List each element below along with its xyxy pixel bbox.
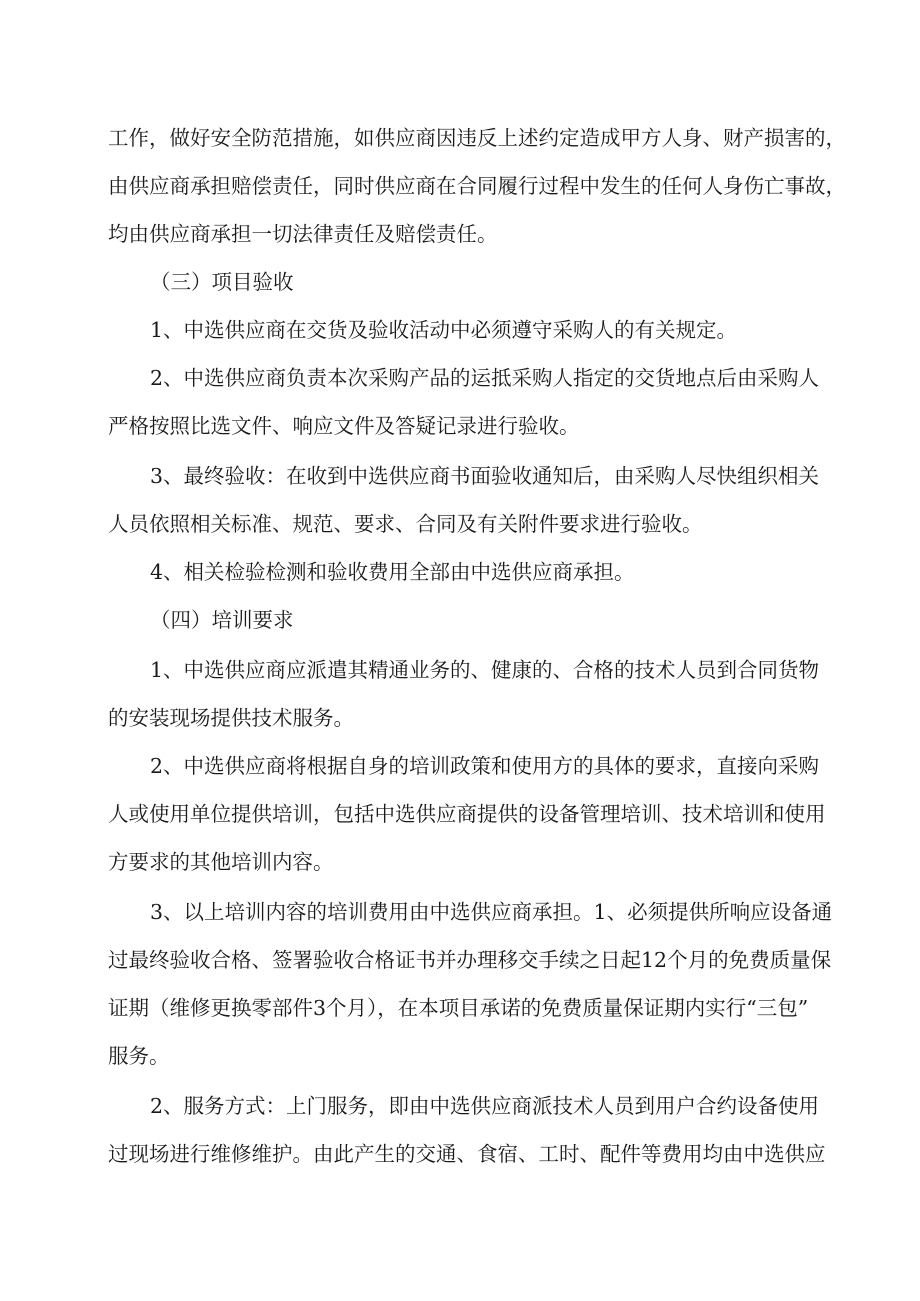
text-line: 2、服务方式：上门服务，即由中选供应商派技术人员到用户合约设备使用 <box>150 1094 820 1118</box>
text-line: 严格按照比选文件、响应文件及答疑记录进行验收。 <box>108 414 580 438</box>
text-line: 人或使用单位提供培训，包括中选供应商提供的设备管理培训、技术培训和使用 <box>108 802 826 826</box>
text-line: 1、中选供应商应派遣其精通业务的、健康的、合格的技术人员到合同货物 <box>150 658 820 682</box>
text-line: 2、中选供应商负责本次采购产品的运抵采购人指定的交货地点后由采购人 <box>150 366 820 390</box>
text-line: 3、最终验收：在收到中选供应商书面验收通知后，由采购人尽快组织相关 <box>150 464 820 488</box>
text-line: 的安装现场提供技术服务。 <box>108 706 354 730</box>
text-line: 3、以上培训内容的培训费用由中选供应商承担。1、必须提供所响应设备通 <box>150 900 833 924</box>
section-heading-acceptance: （三）项目验收 <box>150 270 294 294</box>
text-line: 由供应商承担赔偿责任，同时供应商在合同履行过程中发生的任何人身伤亡事故， <box>108 174 846 198</box>
text-line: 2、中选供应商将根据自身的培训政策和使用方的具体的要求，直接向采购 <box>150 754 820 778</box>
text-line: 服务。 <box>108 1044 170 1068</box>
text-line: 均由供应商承担一切法律责任及赔偿责任。 <box>108 222 498 246</box>
text-line: 方要求的其他培训内容。 <box>108 850 334 874</box>
section-heading-training: （四）培训要求 <box>150 608 294 632</box>
text-line: 1、中选供应商在交货及验收活动中必须遵守采购人的有关规定。 <box>150 318 738 342</box>
text-line: 工作，做好安全防范措施，如供应商因违反上述约定造成甲方人身、财产损害的， <box>108 126 846 150</box>
text-line: 4、相关检验检测和验收费用全部由中选供应商承担。 <box>150 560 635 584</box>
text-line: 人员依照相关标准、规范、要求、合同及有关附件要求进行验收。 <box>108 512 703 536</box>
text-line: 证期（维修更换零部件3个月），在本项目承诺的免费质量保证期内实行“三包” <box>108 996 809 1020</box>
text-line: 过现场进行维修维护。由此产生的交通、食宿、工时、配件等费用均由中选供应 <box>108 1142 826 1166</box>
text-line: 过最终验收合格、签署验收合格证书并办理移交手续之日起12个月的免费质量保 <box>108 948 832 972</box>
